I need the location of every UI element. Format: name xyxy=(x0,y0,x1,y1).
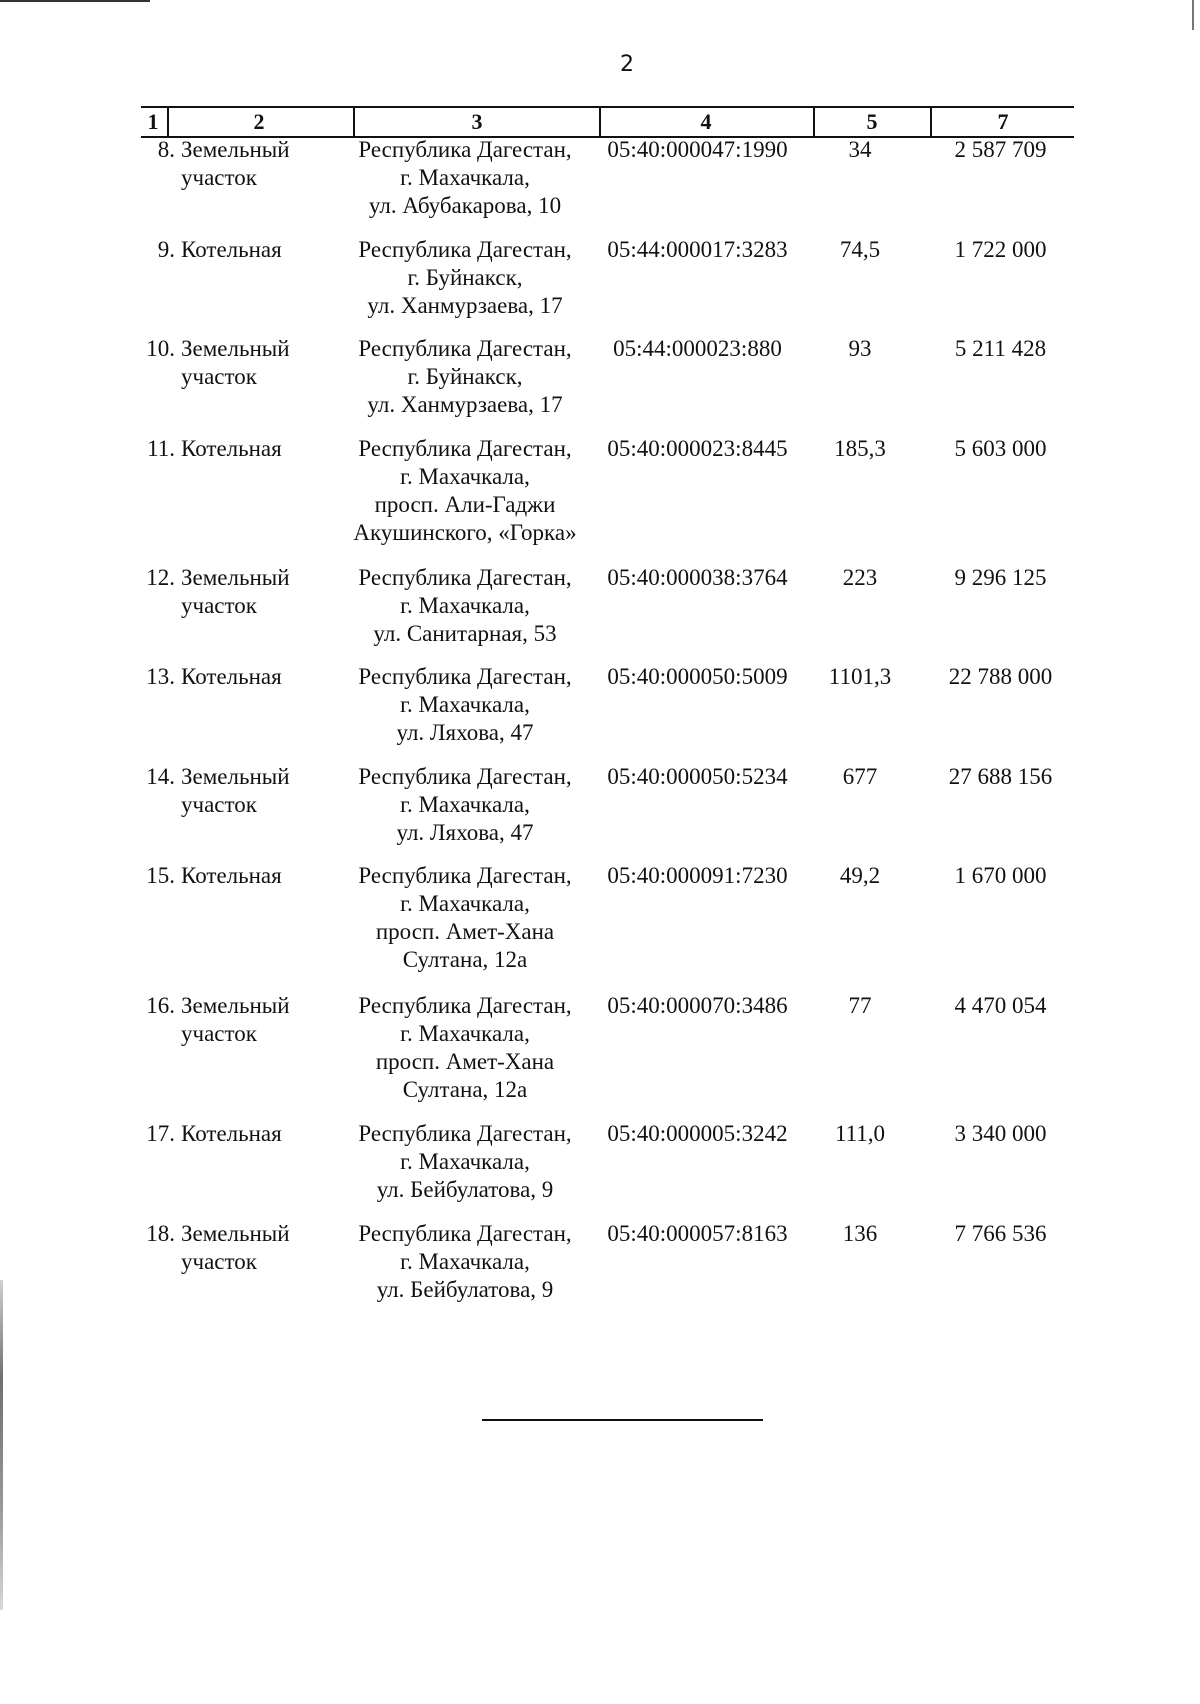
address-line: Акушинского, «Горка» xyxy=(353,520,577,545)
address-line: Республика Дагестан, xyxy=(358,565,572,590)
row-number-and-name xyxy=(141,992,341,1046)
header-col-4: 4 xyxy=(700,109,712,134)
cadastral-number: 05:40:000005:3242 xyxy=(607,1121,788,1146)
cadastral-number: 05:40:000047:1990 xyxy=(607,137,788,162)
object-name-line: Земельный xyxy=(181,764,290,789)
area-value: 223 xyxy=(842,565,878,590)
cadastral-number: 05:44:000023:880 xyxy=(613,336,782,361)
cost-value: 1 722 000 xyxy=(954,237,1047,262)
address-line: ул. Ляхова, 47 xyxy=(396,720,534,745)
cost-value: 1 670 000 xyxy=(954,863,1047,888)
object-name xyxy=(181,1220,351,1276)
object-name-line: Земельный xyxy=(181,1221,290,1246)
object-address xyxy=(346,862,584,974)
scan-edge-top xyxy=(0,0,150,2)
address-line: Республика Дагестан, xyxy=(358,436,572,461)
page-number: 2 xyxy=(620,52,634,77)
header-col-1: 1 xyxy=(147,109,159,134)
row-number-and-name xyxy=(141,763,341,817)
header-col-2: 2 xyxy=(253,109,265,134)
row-number-and-name xyxy=(141,435,341,463)
object-name xyxy=(181,236,351,264)
address-line: ул. Ляхова, 47 xyxy=(396,820,534,845)
cadastral-number: 05:40:000050:5009 xyxy=(607,664,788,689)
area-value: 93 xyxy=(848,336,872,361)
area-value: 136 xyxy=(842,1221,878,1246)
row-number-and-name xyxy=(141,862,341,890)
row-number-and-name xyxy=(141,564,341,618)
address-line: Республика Дагестан, xyxy=(358,137,572,162)
object-name-line: Земельный xyxy=(181,993,290,1018)
address-line: Султана, 12а xyxy=(402,947,528,972)
row-number-and-name xyxy=(141,1120,341,1148)
address-line: просп. Амет-Хана xyxy=(375,1049,555,1074)
address-line: г. Махачкала, xyxy=(400,792,530,817)
property-table xyxy=(141,106,1074,1302)
object-address xyxy=(346,335,584,419)
object-name-line: участок xyxy=(181,165,257,190)
object-name xyxy=(181,335,351,391)
cost-value: 4 470 054 xyxy=(954,993,1047,1018)
cost-value: 2 587 709 xyxy=(954,137,1047,162)
object-name-line: Земельный xyxy=(181,137,290,162)
area-value: 49,2 xyxy=(839,863,881,888)
object-address xyxy=(346,435,584,547)
object-address xyxy=(346,564,584,648)
object-address xyxy=(346,663,584,747)
cost-value: 9 296 125 xyxy=(954,565,1047,590)
address-line: г. Махачкала, xyxy=(400,1249,530,1274)
address-line: Республика Дагестан, xyxy=(358,336,572,361)
object-address xyxy=(346,1220,584,1304)
row-number-and-name xyxy=(141,1220,341,1274)
object-name-line: участок xyxy=(181,1249,257,1274)
object-name-line: Котельная xyxy=(181,436,282,461)
object-address xyxy=(346,992,584,1104)
row-number: 15. xyxy=(146,863,175,888)
cost-value: 27 688 156 xyxy=(948,764,1053,789)
cadastral-number: 05:40:000091:7230 xyxy=(607,863,788,888)
row-number: 11. xyxy=(147,436,175,461)
cost-value: 5 211 428 xyxy=(954,336,1047,361)
object-name xyxy=(181,862,351,890)
row-number: 12. xyxy=(146,565,175,590)
cadastral-number: 05:40:000057:8163 xyxy=(607,1221,788,1246)
row-number: 17. xyxy=(146,1121,175,1146)
row-number: 8. xyxy=(157,137,175,162)
row-number-and-name xyxy=(141,136,341,190)
address-line: Республика Дагестан, xyxy=(358,237,572,262)
address-line: Республика Дагестан, xyxy=(358,993,572,1018)
cadastral-number: 05:40:000038:3764 xyxy=(607,565,788,590)
area-value: 77 xyxy=(848,993,872,1018)
row-number: 13. xyxy=(146,664,175,689)
object-name-line: Котельная xyxy=(181,237,282,262)
address-line: г. Махачкала, xyxy=(400,1021,530,1046)
address-line: просп. Амет-Хана xyxy=(375,919,555,944)
address-line: ул. Ханмурзаева, 17 xyxy=(367,293,563,318)
closing-rule xyxy=(482,1419,763,1421)
object-name xyxy=(181,1120,351,1148)
table-header xyxy=(141,106,1074,138)
row-number-and-name xyxy=(141,236,341,264)
address-line: Султана, 12а xyxy=(402,1077,528,1102)
row-number: 9. xyxy=(157,237,175,262)
row-number-and-name xyxy=(141,663,341,691)
row-number: 16. xyxy=(146,993,175,1018)
address-line: Республика Дагестан, xyxy=(358,1121,572,1146)
object-name-line: Котельная xyxy=(181,1121,282,1146)
area-value: 74,5 xyxy=(839,237,881,262)
cost-value: 7 766 536 xyxy=(954,1221,1047,1246)
object-name xyxy=(181,992,351,1048)
address-line: Республика Дагестан, xyxy=(358,1221,572,1246)
cost-value: 22 788 000 xyxy=(948,664,1053,689)
address-line: просп. Али-Гаджи xyxy=(374,492,556,517)
area-value: 185,3 xyxy=(834,436,886,461)
cadastral-number: 05:44:000017:3283 xyxy=(607,237,788,262)
object-address xyxy=(346,136,584,220)
scan-edge-right xyxy=(1192,0,1194,30)
row-number: 18. xyxy=(146,1221,175,1246)
cadastral-number: 05:40:000050:5234 xyxy=(607,764,788,789)
object-name-line: Котельная xyxy=(181,664,282,689)
row-number: 10. xyxy=(146,336,175,361)
object-address xyxy=(346,763,584,847)
object-name xyxy=(181,663,351,691)
cost-value: 5 603 000 xyxy=(954,436,1047,461)
address-line: Республика Дагестан, xyxy=(358,764,572,789)
object-name-line: Земельный xyxy=(181,336,290,361)
object-name-line: участок xyxy=(181,792,257,817)
address-line: г. Махачкала, xyxy=(400,593,530,618)
cost-value: 3 340 000 xyxy=(954,1121,1047,1146)
address-line: ул. Бейбулатова, 9 xyxy=(376,1277,554,1302)
area-value: 1101,3 xyxy=(828,664,892,689)
address-line: г. Махачкала, xyxy=(400,165,530,190)
row-number-and-name xyxy=(141,335,341,389)
address-line: ул. Бейбулатова, 9 xyxy=(376,1177,554,1202)
scan-edge-left xyxy=(0,1280,3,1610)
object-name xyxy=(181,136,351,192)
object-name xyxy=(181,763,351,819)
header-col-5: 5 xyxy=(866,109,878,134)
object-address xyxy=(346,236,584,320)
area-value: 111,0 xyxy=(834,1121,886,1146)
object-name-line: Котельная xyxy=(181,863,282,888)
area-value: 34 xyxy=(848,137,872,162)
object-name-line: участок xyxy=(181,364,257,389)
object-name-line: участок xyxy=(181,593,257,618)
address-line: Республика Дагестан, xyxy=(358,664,572,689)
header-col-7: 7 xyxy=(997,109,1009,134)
header-col-3: 3 xyxy=(471,109,483,134)
address-line: г. Буйнакск, xyxy=(407,265,523,290)
address-line: Республика Дагестан, xyxy=(358,863,572,888)
address-line: г. Махачкала, xyxy=(400,692,530,717)
area-value: 677 xyxy=(842,764,878,789)
object-name xyxy=(181,564,351,620)
cadastral-number: 05:40:000070:3486 xyxy=(607,993,788,1018)
address-line: ул. Ханмурзаева, 17 xyxy=(367,392,563,417)
address-line: г. Махачкала, xyxy=(400,1149,530,1174)
address-line: ул. Абубакарова, 10 xyxy=(368,193,562,218)
address-line: г. Махачкала, xyxy=(400,891,530,916)
address-line: ул. Санитарная, 53 xyxy=(373,621,557,646)
object-name-line: Земельный xyxy=(181,565,290,590)
cadastral-number: 05:40:000023:8445 xyxy=(607,436,788,461)
address-line: г. Буйнакск, xyxy=(407,364,523,389)
address-line: г. Махачкала, xyxy=(400,464,530,489)
row-number: 14. xyxy=(146,764,175,789)
object-name xyxy=(181,435,351,463)
object-name-line: участок xyxy=(181,1021,257,1046)
object-address xyxy=(346,1120,584,1204)
